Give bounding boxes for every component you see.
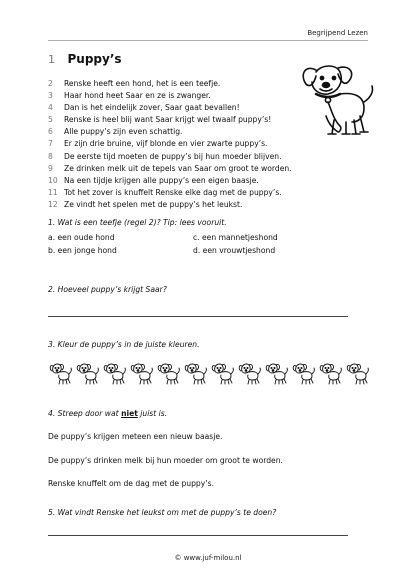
question-1: 1. Wat is een teefje (regel 2)? Tip: lees vooruit.	[48, 218, 227, 227]
options-row	[48, 245, 368, 258]
line-number: 7	[48, 139, 53, 149]
story-line-text: Ze drinken melk uit de tepels van Saar om groot te worden.	[64, 163, 292, 173]
answer-line[interactable]	[48, 535, 348, 536]
story-line-text: Tot het zover is knuffelt Renske elke dag met de puppy’s.	[64, 187, 282, 197]
dog-illustration	[298, 62, 380, 140]
option-d[interactable]: d. een vrouwtjeshond	[193, 245, 276, 255]
question-4-emphasis: niet	[121, 409, 138, 418]
line-number: 12	[48, 199, 58, 209]
story-line	[48, 163, 348, 175]
story-line-text: Haar hond heet Saar en ze is zwanger.	[64, 91, 211, 101]
story-line	[48, 151, 348, 163]
title-row	[48, 52, 122, 66]
puppy-drawing[interactable]	[318, 360, 344, 386]
puppy-drawing[interactable]	[48, 360, 74, 386]
line-number: 4	[48, 103, 53, 113]
statement[interactable]: Renske knuffelt om de dag met de puppy’s.	[48, 479, 215, 488]
puppy-drawing[interactable]	[75, 360, 101, 386]
question-2: 2. Hoeveel puppy’s krijgt Saar?	[48, 285, 167, 294]
story-line-text: Dan is het eindelijk zover, Saar gaat bevallen!	[64, 103, 240, 113]
story-line	[48, 138, 348, 150]
line-number: 11	[48, 187, 58, 197]
question-4-text: 4. Streep door wat	[48, 409, 122, 418]
story-line-text: Na een tijdje krijgen alle puppy’s een eigen baasje.	[64, 175, 259, 185]
question-3: 3. Kleur de puppy’s in de juiste kleuren.	[48, 340, 200, 349]
line-number: 5	[48, 115, 53, 125]
page-title: Puppy’s	[67, 52, 122, 66]
option-c[interactable]: c. een mannetjeshond	[193, 233, 278, 242]
puppy-drawing[interactable]	[129, 360, 155, 386]
story-line	[48, 199, 348, 211]
option-a[interactable]: a. een oude hond	[48, 233, 115, 242]
question-4-text: juist is.	[137, 409, 168, 418]
header-divider	[48, 40, 368, 41]
line-number: 1	[48, 53, 55, 66]
line-number: 10	[48, 175, 58, 185]
line-number: 8	[48, 151, 53, 161]
story-line-text: Ze vindt het spelen met de puppy’s het leukst.	[64, 199, 243, 209]
question-1-options	[48, 232, 368, 257]
puppy-drawing[interactable]	[264, 360, 290, 386]
line-number: 3	[48, 91, 53, 101]
puppy-drawing[interactable]	[345, 360, 371, 386]
answer-line[interactable]	[48, 316, 348, 317]
question-5: 5. Wat vindt Renske het leukst om met de puppy’s te doen?	[48, 508, 277, 517]
question-4	[48, 409, 167, 418]
puppy-drawing[interactable]	[237, 360, 263, 386]
story-line-text: Alle puppy’s zijn even schattig.	[64, 127, 183, 137]
puppy-drawing[interactable]	[210, 360, 236, 386]
story-line-text: De eerste tijd moeten de puppy’s bij hun moeder blijven.	[64, 151, 282, 161]
options-row	[48, 232, 368, 245]
puppy-row	[48, 360, 371, 386]
puppy-drawing[interactable]	[291, 360, 317, 386]
story-line	[48, 187, 348, 199]
subject-header: Begrijpend Lezen	[307, 29, 368, 37]
puppy-drawing[interactable]	[183, 360, 209, 386]
story-line-text: Renske is heel blij want Saar krijgt wel twaalf puppy’s!	[64, 115, 272, 125]
option-b[interactable]: b. een jonge hond	[48, 245, 117, 255]
footer-credit: © www.juf-milou.nl	[174, 554, 242, 562]
story-line-text: Renske heeft een hond, het is een teefje.	[64, 79, 221, 88]
story-line-text: Er zijn drie bruine, vijf blonde en vier zwarte puppy’s.	[64, 139, 268, 149]
statement[interactable]: De puppy’s krijgen meteen een nieuw baasje.	[48, 432, 223, 441]
line-number: 9	[48, 163, 53, 173]
puppy-drawing[interactable]	[102, 360, 128, 386]
line-number: 2	[48, 79, 53, 88]
puppy-drawing[interactable]	[156, 360, 182, 386]
statement[interactable]: De puppy’s drinken melk bij hun moeder om groot te worden.	[48, 456, 283, 465]
line-number: 6	[48, 127, 53, 137]
story-line	[48, 175, 348, 187]
